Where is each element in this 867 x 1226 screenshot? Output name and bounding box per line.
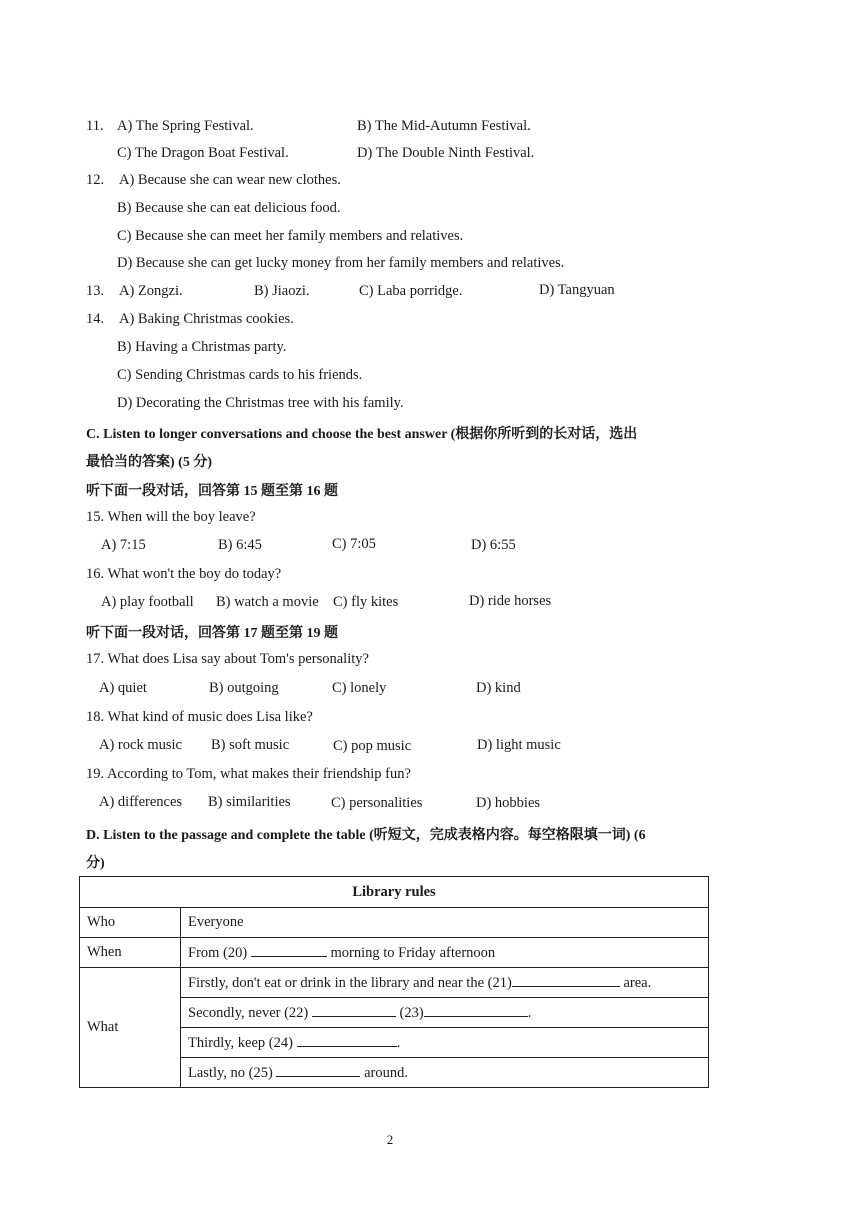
q16-option-a: A) play football <box>101 594 194 610</box>
q12-option-d: D) Because she can get lucky money from her family members and relatives. <box>117 255 565 271</box>
section-d-heading: D. Listen to the passage and complete the table (听短文，完成表格内容。每空格限填一词) (6 <box>86 828 646 843</box>
q11-option-c: C) The Dragon Boat Festival. <box>117 145 289 161</box>
q19-option-a: A) differences <box>99 794 183 810</box>
rule-1-post: area. <box>619 975 652 991</box>
q14-option-d: D) Decorating the Christmas tree with his family. <box>117 395 404 411</box>
q15-question: 15. When will the boy leave? <box>86 509 256 525</box>
q18-question: 18. What kind of music does Lisa like? <box>86 709 313 725</box>
section-c-heading: C. Listen to longer conversations and choose the best answer (根据你所听到的长对话，选出 <box>86 427 638 442</box>
rule-4 <box>181 1058 709 1088</box>
q14-number: 14. <box>86 311 105 327</box>
q12-option-a: A) Because she can wear new clothes. <box>119 172 341 188</box>
rule-3-post: . <box>396 1035 401 1051</box>
q19-option-d: D) hobbies <box>476 795 541 811</box>
blank-24[interactable] <box>297 1033 397 1047</box>
q16-option-c: C) fly kites <box>333 594 399 610</box>
page-number: 2 <box>386 1132 394 1147</box>
library-rules-table <box>79 876 709 1088</box>
rule-2-pre: Secondly, never (22) <box>188 1005 312 1021</box>
table-title: Library rules <box>80 877 709 908</box>
q17-option-c: C) lonely <box>332 680 387 696</box>
q16-option-d: D) ride horses <box>469 593 552 609</box>
who-value: Everyone <box>181 908 709 938</box>
when-label: When <box>80 938 181 968</box>
section-c-heading-cont: 最恰当的答案) (5 分) <box>86 455 212 470</box>
q17-question: 17. What does Lisa say about Tom's personality? <box>86 651 369 667</box>
q15-option-d: D) 6:55 <box>471 537 516 553</box>
q18-option-a: A) rock music <box>99 737 182 753</box>
q13-option-a: A) Zongzi. <box>119 283 183 299</box>
what-label: What <box>80 968 181 1088</box>
section-d-heading-cont: 分) <box>86 856 105 871</box>
q12-number: 12. <box>86 172 105 188</box>
dialog-instruction-2: 听下面一段对话，回答第 17 题至第 19 题 <box>86 626 338 641</box>
rule-3-pre: Thirdly, keep (24) <box>188 1035 297 1051</box>
q19-option-c: C) personalities <box>331 795 423 811</box>
rule-1 <box>181 968 709 998</box>
q18-option-b: B) soft music <box>211 737 290 753</box>
rule-2-post: . <box>527 1005 532 1021</box>
rule-2-mid: (23) <box>395 1005 424 1021</box>
q19-question: 19. According to Tom, what makes their friendship fun? <box>86 766 411 782</box>
blank-22[interactable] <box>312 1003 396 1017</box>
dialog-instruction-1: 听下面一段对话，回答第 15 题至第 16 题 <box>86 484 338 499</box>
q14-option-b: B) Having a Christmas party. <box>117 339 287 355</box>
q13-option-b: B) Jiaozi. <box>254 283 310 299</box>
q17-option-d: D) kind <box>476 680 521 696</box>
blank-20[interactable] <box>251 943 327 957</box>
table-row <box>80 938 709 968</box>
table-row <box>80 877 709 908</box>
q14-option-c: C) Sending Christmas cards to his friends. <box>117 367 363 383</box>
when-text-post: morning to Friday afternoon <box>326 945 496 961</box>
q11-option-b: B) The Mid-Autumn Festival. <box>357 118 531 134</box>
q12-option-c: C) Because she can meet her family members and relatives. <box>117 228 464 244</box>
blank-23[interactable] <box>424 1003 528 1017</box>
q12-option-b: B) Because she can eat delicious food. <box>117 200 341 216</box>
q13-option-d: D) Tangyuan <box>539 282 615 298</box>
q13-option-c: C) Laba porridge. <box>359 283 463 299</box>
q13-number: 13. <box>86 283 105 299</box>
q11-option-d: D) The Double Ninth Festival. <box>357 145 535 161</box>
q11-option-a: A) The Spring Festival. <box>117 118 254 134</box>
q14-option-a: A) Baking Christmas cookies. <box>119 311 294 327</box>
q15-option-c: C) 7:05 <box>332 536 376 552</box>
q15-option-a: A) 7:15 <box>101 537 146 553</box>
q17-option-a: A) quiet <box>99 680 147 696</box>
rule-4-post: around. <box>360 1065 408 1081</box>
table-row <box>80 908 709 938</box>
q18-option-d: D) light music <box>477 737 561 753</box>
blank-25[interactable] <box>276 1063 360 1077</box>
rule-4-pre: Lastly, no (25) <box>188 1065 277 1081</box>
q15-option-b: B) 6:45 <box>218 537 262 553</box>
blank-21[interactable] <box>512 973 620 987</box>
rule-1-pre: Firstly, don't eat or drink in the library and near the (21) <box>188 975 512 991</box>
q19-option-b: B) similarities <box>208 794 291 810</box>
rule-2 <box>181 998 709 1028</box>
when-text-pre: From (20) <box>188 945 251 961</box>
rule-3 <box>181 1028 709 1058</box>
q16-question: 16. What won't the boy do today? <box>86 566 282 582</box>
q16-option-b: B) watch a movie <box>216 594 319 610</box>
q18-option-c: C) pop music <box>333 738 412 754</box>
table-row <box>80 968 709 998</box>
when-value <box>181 938 709 968</box>
who-label: Who <box>80 908 181 938</box>
q11-number: 11. <box>86 118 104 134</box>
q17-option-b: B) outgoing <box>209 680 279 696</box>
